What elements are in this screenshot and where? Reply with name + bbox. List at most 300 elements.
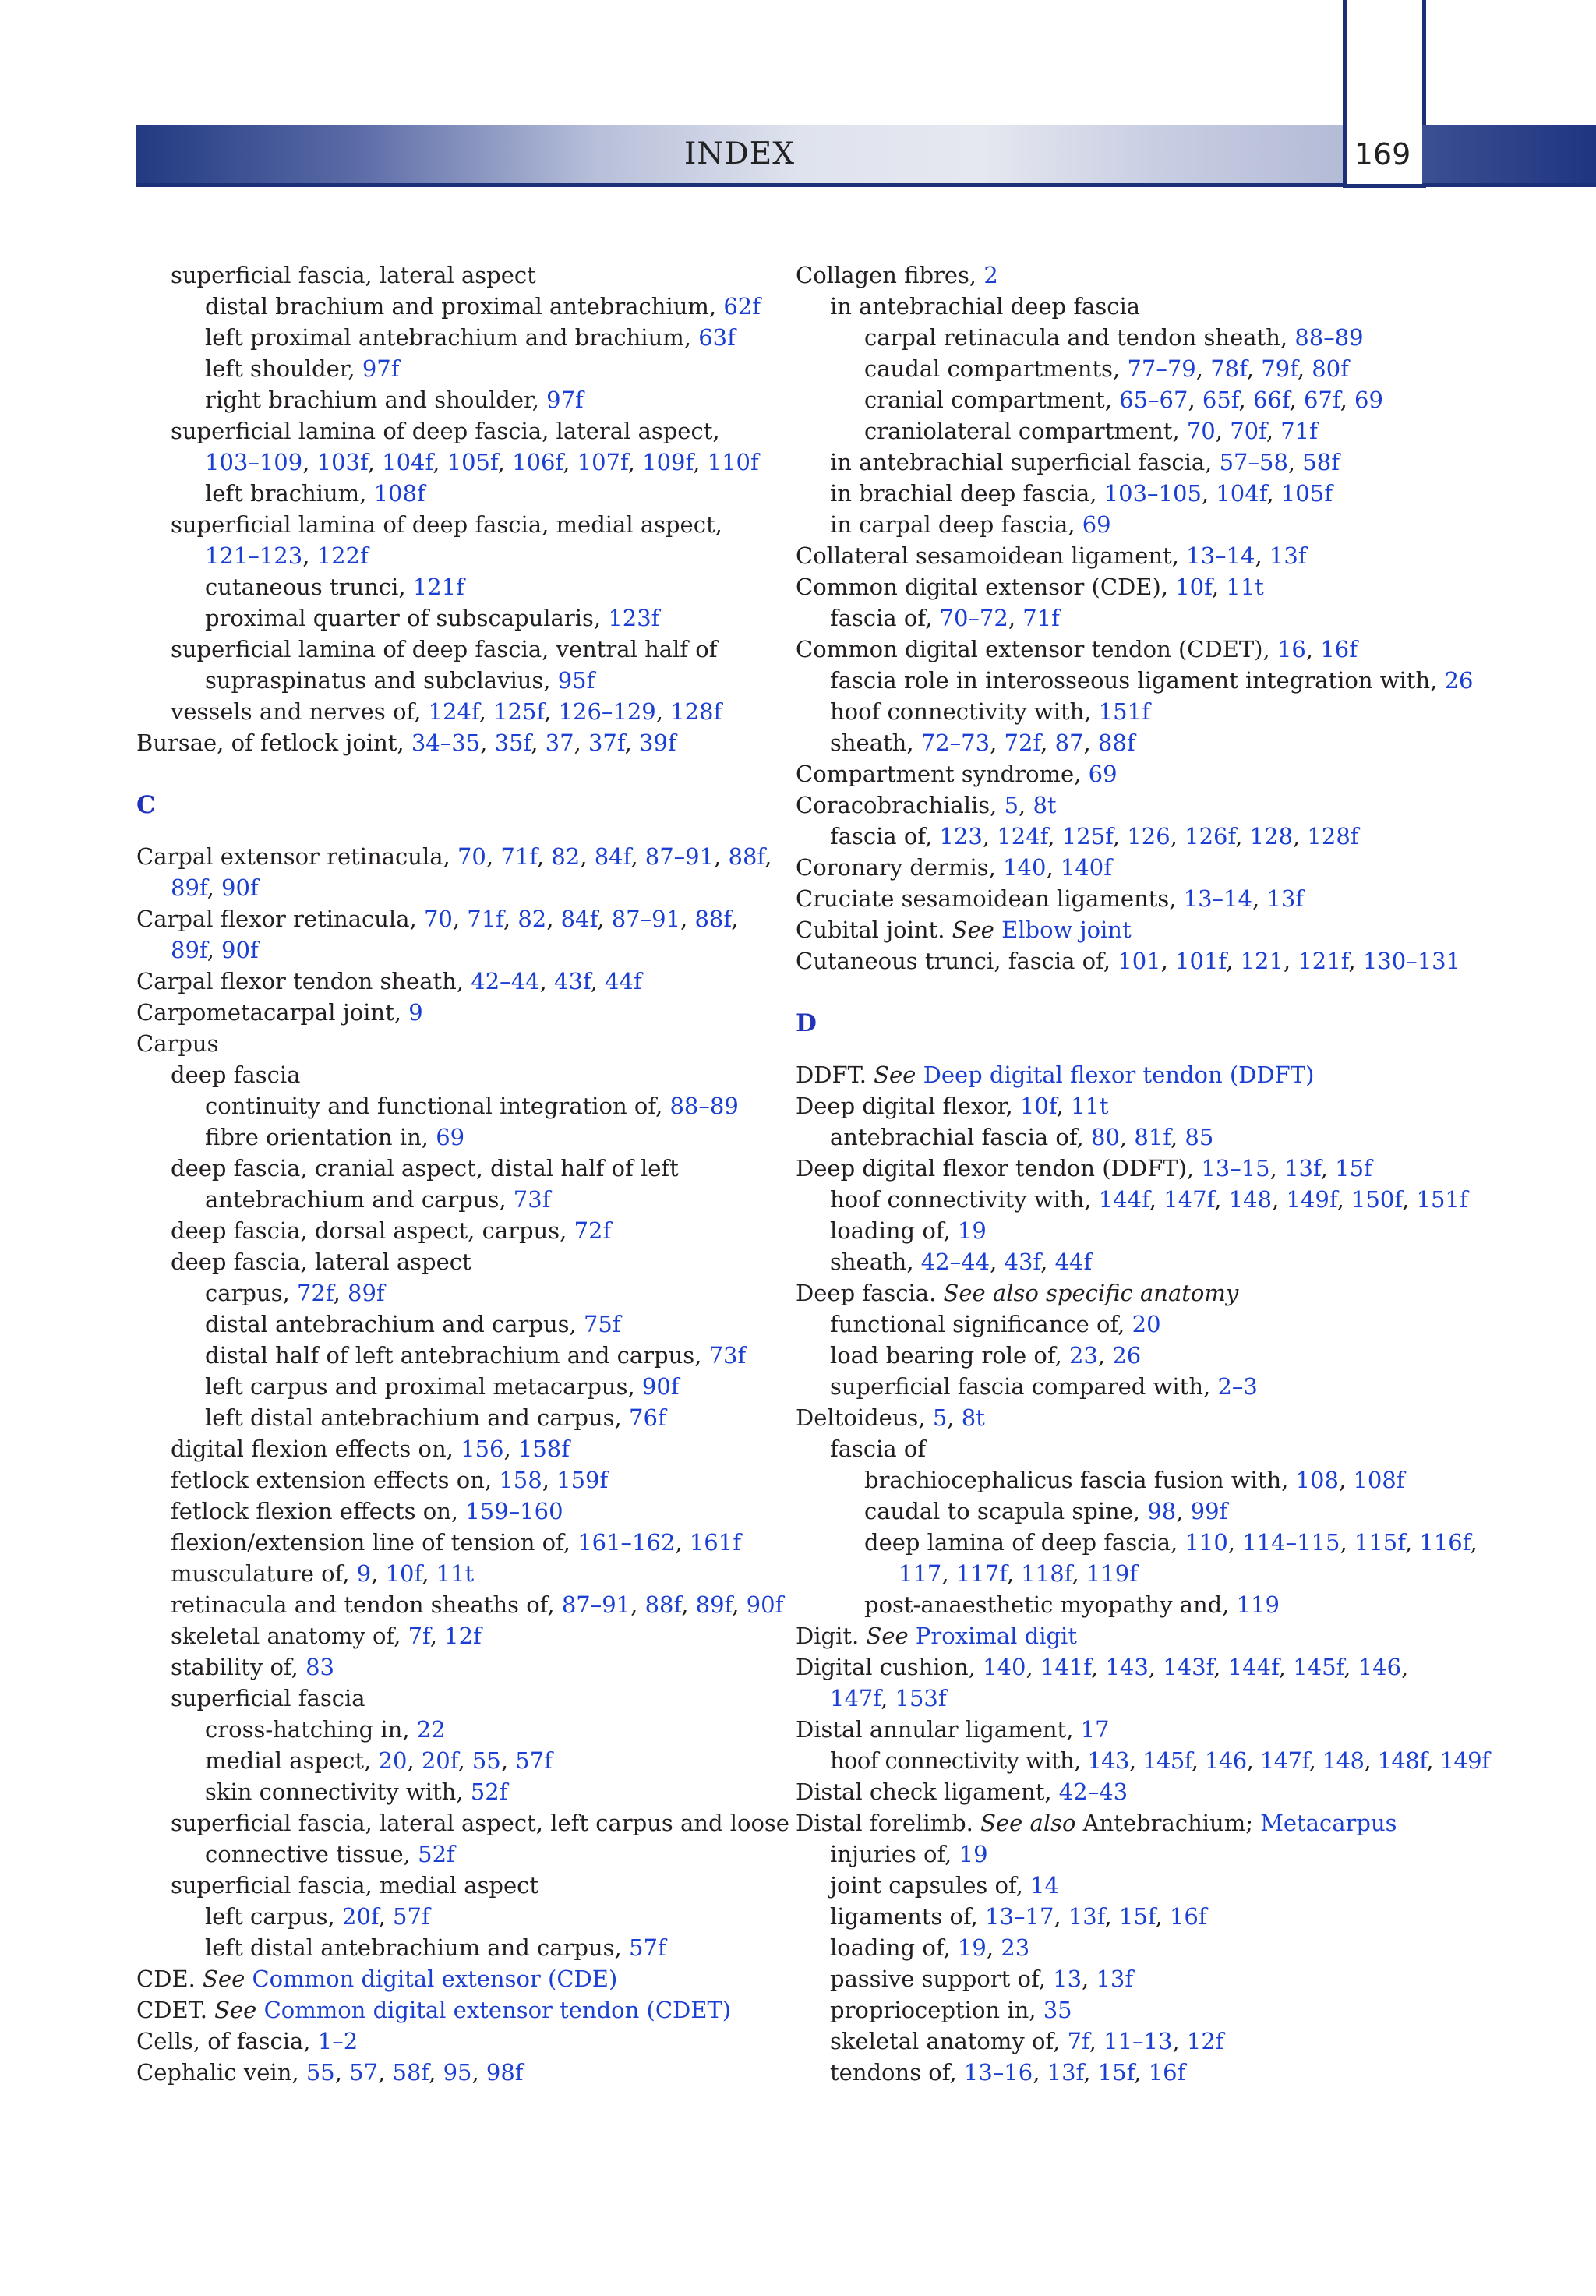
header-right-band	[1422, 125, 1596, 187]
page-reference-link[interactable]: 158	[499, 1467, 542, 1493]
index-entry	[796, 2057, 1419, 2088]
page-reference-link[interactable]: Metacarpus	[1260, 1810, 1397, 1836]
page-reference-link[interactable]: 20	[1132, 1311, 1161, 1337]
page-reference-link[interactable]: 58f	[392, 2059, 429, 2086]
page-reference-link[interactable]: 161f	[689, 1529, 741, 1556]
page-reference-link[interactable]: 82	[551, 843, 581, 870]
entry-text: ,	[503, 1436, 518, 1462]
page-reference-link[interactable]: 72f	[1004, 729, 1041, 756]
page-reference-link[interactable]: 88f	[1097, 729, 1135, 756]
page-reference-link[interactable]: 69	[1082, 511, 1111, 538]
index-entry	[136, 571, 760, 602]
page-reference-link[interactable]: 57f	[629, 1934, 666, 1961]
page-reference-link[interactable]: 69	[1088, 761, 1118, 787]
page-reference-link[interactable]: 85	[1185, 1124, 1214, 1150]
entry-text: vessels and nerves of,	[171, 698, 429, 725]
page-reference-link[interactable]: 126f	[1185, 823, 1236, 850]
page-reference-link[interactable]: 15f	[1118, 1903, 1156, 1930]
page-reference-link[interactable]: 57	[349, 2059, 379, 2086]
page-reference-link[interactable]: 69	[436, 1124, 465, 1150]
entry-text: ,	[1266, 480, 1281, 507]
entry-text: superficial lamina of deep fascia, ventral half of	[171, 636, 718, 662]
page-reference-link[interactable]: 126–129	[558, 698, 656, 725]
page-reference-link[interactable]: 71f	[1022, 605, 1060, 631]
page-reference-link[interactable]: 11t	[1226, 574, 1264, 600]
entry-text: ,	[1404, 1529, 1420, 1556]
page-reference-link[interactable]: 17	[1080, 1716, 1110, 1743]
page-reference-link[interactable]: 20f	[421, 1747, 458, 1774]
entry-text: ,	[546, 906, 561, 932]
entry-text: ,	[574, 729, 588, 756]
page-reference-link[interactable]: 88f	[694, 906, 732, 932]
page-reference-link[interactable]: 13–16	[963, 2059, 1033, 2086]
page-reference-link[interactable]: Common digital extensor (CDE)	[252, 1966, 618, 1992]
page-reference-link[interactable]: 143	[1105, 1654, 1149, 1680]
page-reference-link[interactable]: 12f	[1186, 2028, 1224, 2054]
page-reference-link[interactable]: 124f	[997, 823, 1048, 850]
page-reference-link[interactable]: 80	[1091, 1124, 1120, 1150]
index-entry	[796, 1589, 1419, 1620]
page-reference-link[interactable]: 124f	[428, 698, 479, 725]
page-reference-link[interactable]: 105f	[1280, 480, 1333, 507]
page-reference-link[interactable]: 42–44	[920, 1249, 990, 1275]
page-reference-link[interactable]: 5	[1004, 792, 1019, 818]
page-reference-link[interactable]: 88–89	[669, 1093, 739, 1119]
entry-text: Carpus	[136, 1030, 219, 1057]
index-entry	[136, 260, 760, 291]
page-reference-link[interactable]: 125f	[1061, 823, 1113, 850]
page-reference-link[interactable]: 159–160	[465, 1498, 563, 1524]
page-reference-link[interactable]: 146	[1358, 1654, 1402, 1680]
entry-text: ,	[429, 2059, 443, 2086]
page-reference-link[interactable]: 89f	[171, 874, 207, 901]
page-reference-link[interactable]: 119	[1236, 1591, 1280, 1618]
page-reference-link[interactable]: 90f	[221, 937, 259, 963]
page-reference-link[interactable]: Elbow joint	[1001, 917, 1132, 943]
entry-text: tendons of,	[830, 2059, 964, 2086]
page-reference-link[interactable]: 148f	[1377, 1747, 1427, 1774]
page-reference-link[interactable]: 158f	[517, 1436, 570, 1462]
page-reference-link[interactable]: 89f	[171, 937, 207, 963]
page-reference-link[interactable]: 13–14	[1186, 542, 1255, 569]
page-reference-link[interactable]: 151f	[1416, 1186, 1468, 1213]
page-reference-link[interactable]: 52f	[418, 1841, 455, 1867]
page-reference-link[interactable]: 87–91	[611, 906, 681, 932]
page-reference-link[interactable]: 90f	[221, 874, 259, 901]
entry-text: ,	[486, 843, 501, 870]
entry-text: ,	[1040, 729, 1055, 756]
index-entry	[136, 1932, 760, 1963]
page-reference-link[interactable]: 88–89	[1294, 324, 1364, 351]
page-reference-link[interactable]: 42–44	[471, 968, 540, 994]
page-reference-link[interactable]: 37f	[588, 729, 625, 756]
page-reference-link[interactable]: 97f	[362, 355, 400, 382]
page-reference-link[interactable]: 44f	[605, 968, 642, 994]
page-reference-link[interactable]: 8t	[1033, 792, 1057, 818]
page-reference-link[interactable]: 148	[1228, 1186, 1273, 1213]
page-reference-link[interactable]: 19	[957, 1217, 987, 1244]
entry-text: ,	[1340, 387, 1355, 413]
page-reference-link[interactable]: 77–79	[1127, 355, 1196, 382]
page-reference-link[interactable]: 128	[1249, 823, 1293, 850]
page-reference-link[interactable]: 20	[378, 1747, 408, 1774]
index-entry	[796, 634, 1419, 665]
page-reference-link[interactable]: 71f	[1280, 418, 1318, 444]
page-reference-link[interactable]: 89f	[348, 1280, 385, 1306]
entry-text: injuries of,	[830, 1841, 959, 1867]
index-entry	[136, 1371, 760, 1402]
entry-text: Bursae, of fetlock joint,	[136, 729, 411, 756]
cross-reference-label: See also specific anatomy	[943, 1280, 1239, 1306]
entry-text: ,	[1278, 1654, 1294, 1680]
page-reference-link[interactable]: 55	[471, 1747, 501, 1774]
page-reference-link[interactable]: 76f	[629, 1404, 666, 1431]
page-reference-link[interactable]: 16f	[1169, 1903, 1207, 1930]
page-reference-link[interactable]: 15f	[1097, 2059, 1135, 2086]
page-reference-link[interactable]: 84f	[560, 906, 598, 932]
page-reference-link[interactable]: 130–131	[1362, 948, 1461, 974]
page-reference-link[interactable]: Deep digital flexor tendon (DDFT)	[923, 1061, 1315, 1088]
page-reference-link[interactable]: 150f	[1351, 1186, 1403, 1213]
index-entry	[136, 1901, 760, 1932]
page-reference-link[interactable]: 15f	[1335, 1155, 1372, 1182]
page-reference-link[interactable]: 42–43	[1058, 1779, 1128, 1805]
page-reference-link[interactable]: 128f	[670, 698, 722, 725]
page-reference-link[interactable]: 88f	[644, 1591, 682, 1618]
entry-text: ,	[1338, 1467, 1354, 1493]
entry-text: ,	[1226, 948, 1241, 974]
entry-text: Deep fascia.	[796, 1280, 944, 1306]
page-reference-link[interactable]: 1–2	[317, 2028, 358, 2054]
page-reference-link[interactable]: 143	[1087, 1747, 1129, 1774]
index-entry	[136, 1246, 760, 1277]
page-reference-link[interactable]: 106f	[512, 449, 563, 475]
page-reference-link[interactable]: 22	[416, 1716, 446, 1743]
page-reference-link[interactable]: 26	[1444, 667, 1474, 694]
entry-text: ,	[1246, 355, 1262, 382]
page-reference-link[interactable]: 70	[1186, 418, 1216, 444]
page-reference-link[interactable]: 13f	[1269, 542, 1307, 569]
page-reference-link[interactable]: 87	[1054, 729, 1084, 756]
entry-text: ,	[1269, 1155, 1285, 1182]
page-reference-link[interactable]: 87–91	[561, 1591, 631, 1618]
entry-text: ,	[503, 906, 518, 932]
page-reference-link[interactable]: 11–13	[1103, 2028, 1173, 2054]
cross-reference-label: See	[874, 1061, 916, 1088]
page-reference-link[interactable]: 105f	[447, 449, 498, 475]
page-reference-link[interactable]: 43f	[1004, 1249, 1041, 1275]
page-reference-link[interactable]: 95f	[557, 667, 595, 694]
page-reference-link[interactable]: 9	[356, 1560, 372, 1587]
page-reference-link[interactable]: 13f	[1266, 885, 1305, 912]
page-reference-link[interactable]: 71f	[467, 906, 503, 932]
page-reference-link[interactable]: 123f	[608, 605, 660, 631]
page-reference-link[interactable]: 104f	[382, 449, 433, 475]
page-reference-link[interactable]: 118f	[1021, 1560, 1072, 1587]
index-entry	[796, 1776, 1419, 1807]
page-reference-link[interactable]: 104f	[1216, 480, 1267, 507]
entry-text: ,	[1112, 823, 1128, 850]
page-reference-link[interactable]: 140	[1003, 854, 1047, 881]
page-reference-link[interactable]: 26	[1112, 1342, 1142, 1369]
page-reference-link[interactable]: 110	[1185, 1529, 1228, 1556]
entry-text: sheath,	[830, 729, 921, 756]
page-reference-link[interactable]: 89f	[695, 1591, 733, 1618]
entry-text: ,	[630, 1591, 645, 1618]
entry-text: ,	[1046, 854, 1061, 881]
page-reference-link[interactable]: 151f	[1098, 698, 1150, 725]
page-reference-link[interactable]: 108f	[373, 480, 425, 507]
entry-text: ,	[982, 823, 998, 850]
page-reference-link[interactable]: 35	[1043, 1997, 1072, 2023]
cross-reference-label: See also	[980, 1810, 1076, 1836]
page-reference-link[interactable]: 73f	[708, 1342, 747, 1369]
page-reference-link[interactable]: 149f	[1439, 1747, 1490, 1774]
entry-text: ,	[1104, 1903, 1119, 1930]
page-reference-link[interactable]: Proximal digit	[915, 1623, 1077, 1649]
page-reference-link[interactable]: 144f	[1227, 1654, 1279, 1680]
page-reference-link[interactable]: 2–3	[1217, 1373, 1258, 1400]
entry-text: ,	[1188, 387, 1202, 413]
page-reference-link[interactable]: 117	[899, 1560, 942, 1587]
index-entry	[796, 1994, 1419, 2026]
page-reference-link[interactable]: 13–17	[985, 1903, 1054, 1930]
page-reference-link[interactable]: 75f	[583, 1311, 621, 1337]
page-reference-link[interactable]: 126	[1127, 823, 1171, 850]
page-reference-link[interactable]: 13–14	[1183, 885, 1252, 912]
page-reference-link[interactable]: 143f	[1163, 1654, 1214, 1680]
page-reference-link[interactable]: 121f	[412, 574, 464, 600]
entry-text: ,	[1176, 1498, 1191, 1524]
page-reference-link[interactable]: 88f	[728, 843, 765, 870]
page-reference-link[interactable]: 70–72	[939, 605, 1008, 631]
page-reference-link[interactable]: 141f	[1040, 1654, 1091, 1680]
page-reference-link[interactable]: 62f	[723, 293, 761, 320]
page-reference-link[interactable]: 72f	[574, 1217, 612, 1244]
page-reference-link[interactable]: 80f	[1312, 355, 1349, 382]
page-reference-link[interactable]: 65–67	[1119, 387, 1188, 413]
page-reference-link[interactable]: 58f	[1302, 449, 1340, 475]
page-reference-link[interactable]: 114–115	[1242, 1529, 1340, 1556]
page-reference-link[interactable]: 52f	[470, 1779, 508, 1805]
page-reference-link[interactable]: 95	[443, 2059, 472, 2086]
page-reference-link[interactable]: 9	[408, 999, 423, 1026]
page-reference-link[interactable]: 109f	[642, 449, 694, 475]
page-reference-link[interactable]: 20f	[342, 1903, 379, 1930]
page-reference-link[interactable]: 2	[983, 262, 998, 288]
page-reference-link[interactable]: 81f	[1134, 1124, 1171, 1150]
page-reference-link[interactable]: 147f	[830, 1685, 881, 1711]
page-reference-link[interactable]: 37	[545, 729, 574, 756]
entry-text: ligaments of,	[830, 1903, 986, 1930]
page-reference-link[interactable]: 11t	[1070, 1093, 1109, 1119]
page-reference-link[interactable]: 23	[1069, 1342, 1098, 1369]
page-reference-link[interactable]: 98f	[486, 2059, 524, 2086]
page-reference-link[interactable]: 125f	[493, 698, 545, 725]
page-reference-link[interactable]: 148	[1322, 1747, 1365, 1774]
page-reference-link[interactable]: 10f	[385, 1560, 422, 1587]
index-entry	[796, 1714, 1419, 1745]
page-reference-link[interactable]: 73f	[513, 1186, 551, 1213]
page-reference-link[interactable]: 13f	[1068, 1903, 1105, 1930]
page-reference-link[interactable]: 99f	[1190, 1498, 1228, 1524]
page-reference-link[interactable]: 121–123	[205, 542, 303, 569]
index-entry	[796, 1246, 1419, 1277]
page-reference-link[interactable]: 146	[1205, 1747, 1247, 1774]
entry-text: ,	[1292, 823, 1308, 850]
page-reference-link[interactable]: 23	[1001, 1934, 1030, 1961]
entry-text: ,	[1056, 1093, 1071, 1119]
index-entry	[136, 322, 760, 353]
index-entry	[796, 1683, 1419, 1714]
page-reference-link[interactable]: 72f	[296, 1280, 334, 1306]
page-reference-link[interactable]: 69	[1354, 387, 1383, 413]
entry-text: ,	[1019, 792, 1033, 818]
page-reference-link[interactable]: 97f	[546, 387, 584, 413]
page-reference-link[interactable]: 13f	[1047, 2059, 1084, 2086]
index-entry	[136, 934, 760, 966]
page-reference-link[interactable]: 153f	[895, 1685, 947, 1711]
entry-text: Carpal flexor tendon sheath,	[136, 968, 471, 994]
page-reference-link[interactable]: 35f	[494, 729, 531, 756]
page-reference-link[interactable]: 121f	[1298, 948, 1349, 974]
page-reference-link[interactable]: 10f	[1175, 574, 1212, 600]
page-reference-link[interactable]: 110f	[707, 449, 759, 475]
page-reference-link[interactable]: 115f	[1354, 1529, 1405, 1556]
page-reference-link[interactable]: 122f	[316, 542, 369, 569]
entry-text	[909, 1623, 916, 1649]
page-reference-link[interactable]: 103–109	[205, 449, 303, 475]
page-reference-link[interactable]: 147f	[1259, 1747, 1309, 1774]
page-reference-link[interactable]: 72–73	[920, 729, 990, 756]
index-entry	[136, 2057, 760, 2088]
index-entry	[136, 1496, 760, 1527]
page-reference-link[interactable]: 39f	[639, 729, 676, 756]
index-entry	[136, 727, 760, 758]
page-reference-link[interactable]: 117f	[955, 1560, 1007, 1587]
page-reference-link[interactable]: 16f	[1148, 2059, 1186, 2086]
page-reference-link[interactable]: 98	[1147, 1498, 1177, 1524]
index-entry	[796, 353, 1419, 384]
page-reference-link[interactable]: 16	[1276, 636, 1306, 662]
page-reference-link[interactable]: 128f	[1307, 823, 1359, 850]
page-reference-link[interactable]: Common digital extensor tendon (CDET)	[263, 1997, 732, 2023]
page-reference-link[interactable]: 65f	[1202, 387, 1239, 413]
page-reference-link[interactable]: 12f	[444, 1623, 482, 1649]
page-reference-link[interactable]: 159f	[556, 1467, 609, 1493]
page-reference-link[interactable]: 63f	[698, 324, 736, 351]
page-reference-link[interactable]: 145f	[1142, 1747, 1192, 1774]
page-reference-link[interactable]: 19	[957, 1934, 987, 1961]
entry-text: ,	[624, 729, 640, 756]
page-reference-link[interactable]: 103f	[316, 449, 368, 475]
entry-text: Cutaneous trunci, fascia of,	[796, 948, 1118, 974]
page-reference-link[interactable]: 108	[1295, 1467, 1339, 1493]
page-reference-link[interactable]: 16f	[1320, 636, 1358, 662]
entry-text: ,	[675, 1529, 690, 1556]
page-reference-link[interactable]: 13	[1053, 1966, 1082, 1992]
index-entry	[796, 1371, 1419, 1402]
page-reference-link[interactable]: 43f	[554, 968, 591, 994]
page-reference-link[interactable]: 13f	[1284, 1155, 1321, 1182]
page-reference-link[interactable]: 149f	[1286, 1186, 1337, 1213]
page-reference-link[interactable]: 107f	[577, 449, 628, 475]
index-entry	[136, 1994, 760, 2026]
page-reference-link[interactable]: 71f	[500, 843, 537, 870]
entry-text: ,	[1272, 1186, 1287, 1213]
page-reference-link[interactable]: 161–162	[577, 1529, 676, 1556]
page-reference-link[interactable]: 57f	[515, 1747, 553, 1774]
page-reference-link[interactable]: 13–15	[1201, 1155, 1270, 1182]
page-reference-link[interactable]: 70	[457, 843, 486, 870]
section-gap	[136, 758, 760, 789]
entry-text: ,	[1054, 1903, 1068, 1930]
page-reference-link[interactable]: 90f	[746, 1591, 784, 1618]
page-reference-link[interactable]: 67f	[1303, 387, 1340, 413]
index-entry	[796, 852, 1419, 883]
entry-text: carpal retinacula and tendon sheath,	[864, 324, 1295, 351]
entry-text: in antebrachial deep fascia	[830, 293, 1141, 320]
page-reference-link[interactable]: 108f	[1353, 1467, 1405, 1493]
page-reference-link[interactable]: 140	[983, 1654, 1026, 1680]
index-entry	[796, 2026, 1419, 2057]
page-reference-link[interactable]: 83	[305, 1654, 334, 1680]
page-reference-link[interactable]: 13f	[1096, 1966, 1134, 1992]
page-reference-link[interactable]: 55	[305, 2059, 335, 2086]
page-reference-link[interactable]: 66f	[1252, 387, 1290, 413]
page-reference-link[interactable]: 34–35	[411, 729, 481, 756]
page-reference-link[interactable]: 44f	[1054, 1249, 1093, 1275]
index-entry	[796, 727, 1419, 758]
page-reference-link[interactable]: 78f	[1210, 355, 1247, 382]
page-reference-link[interactable]: 79f	[1261, 355, 1298, 382]
page-reference-link[interactable]: 103–105	[1103, 480, 1202, 507]
page-reference-link[interactable]: 14	[1030, 1872, 1059, 1899]
page-reference-link[interactable]: 90f	[641, 1373, 680, 1400]
page-reference-link[interactable]: 156	[461, 1436, 504, 1462]
entry-text: ,	[681, 1591, 696, 1618]
page-reference-link[interactable]: 7f	[1067, 2028, 1089, 2054]
page-reference-link[interactable]: 70	[423, 906, 453, 932]
page-reference-link[interactable]: 57–58	[1219, 449, 1288, 475]
index-entry	[796, 478, 1419, 509]
entry-text: deep fascia, dorsal aspect, carpus,	[171, 1217, 574, 1244]
page-reference-link[interactable]: 8t	[961, 1404, 985, 1431]
page-reference-link[interactable]: 116f	[1419, 1529, 1471, 1556]
page-reference-link[interactable]: 87–91	[644, 843, 715, 870]
page-reference-link[interactable]: 101	[1118, 948, 1161, 974]
page-reference-link[interactable]: 101f	[1175, 948, 1227, 974]
page-reference-link[interactable]: 5	[932, 1404, 948, 1431]
page-reference-link[interactable]: 123	[939, 823, 983, 850]
index-entry	[136, 540, 760, 571]
page-reference-link[interactable]: 10f	[1019, 1093, 1057, 1119]
page-reference-link[interactable]: 57f	[393, 1903, 430, 1930]
page-reference-link[interactable]: 7f	[408, 1623, 430, 1649]
page-reference-link[interactable]: 144f	[1098, 1186, 1149, 1213]
page-reference-link[interactable]: 84f	[594, 843, 631, 870]
page-reference-link[interactable]: 70f	[1230, 418, 1266, 444]
page-reference-link[interactable]: 145f	[1293, 1654, 1344, 1680]
page-reference-link[interactable]: 147f	[1163, 1186, 1215, 1213]
page-reference-link[interactable]: 121	[1240, 948, 1284, 974]
index-column-left	[136, 260, 789, 2088]
page-reference-link[interactable]: 11t	[436, 1560, 475, 1587]
page-reference-link[interactable]: 119f	[1086, 1560, 1138, 1587]
page-reference-link[interactable]: 19	[959, 1841, 988, 1867]
page-reference-link[interactable]: 140f	[1060, 854, 1112, 881]
page-reference-link[interactable]: 82	[517, 906, 547, 932]
